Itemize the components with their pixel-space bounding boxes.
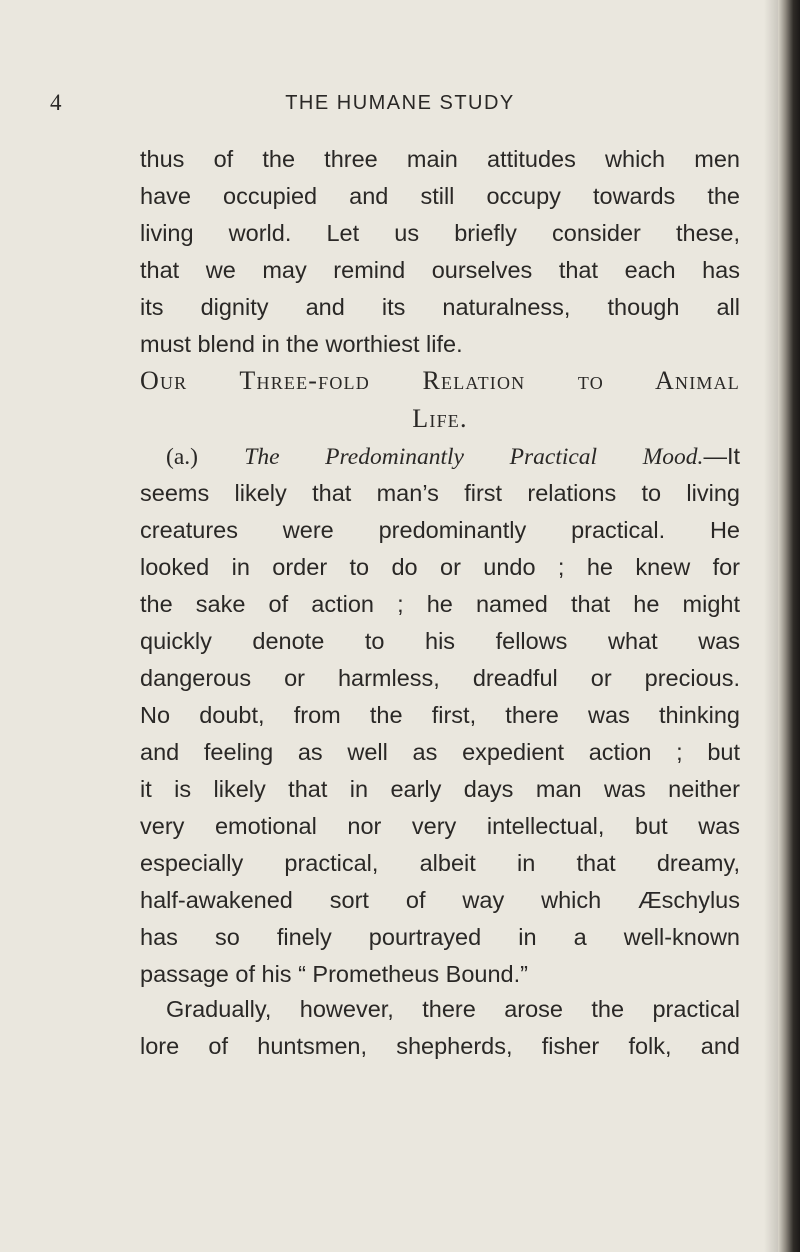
- text-line: thus of the three main attitudes which men: [140, 146, 740, 172]
- text-line-fragment: —It: [703, 443, 740, 469]
- running-title: THE HUMANE STUDY: [285, 92, 515, 114]
- section-heading-line-1: Our Three-fold Relation to Animal: [140, 366, 740, 395]
- text-line: Gradually, however, there arose the practical: [166, 996, 740, 1022]
- text-line: has so finely pourtrayed in a well-known: [140, 924, 740, 950]
- text-line: it is likely that in early days man was neither: [140, 776, 740, 802]
- subsection-label: (a.): [166, 444, 198, 470]
- text-line: seems likely that man’s first relations to living: [140, 480, 740, 506]
- text-line: very emotional nor very intellectual, but was: [140, 813, 740, 839]
- paragraph-1: [140, 141, 740, 363]
- text-line: half-awakened sort of way which Æschylus: [140, 887, 740, 913]
- section-heading: [140, 362, 740, 438]
- page-header: [50, 88, 750, 120]
- text-line: living world. Let us briefly consider these,: [140, 220, 740, 246]
- text-line: have occupied and still occupy towards the: [140, 183, 740, 209]
- text-line: dangerous or harmless, dreadful or precious.: [140, 665, 740, 691]
- page-number: 4: [50, 90, 62, 115]
- text-line: especially practical, albeit in that dreamy,: [140, 850, 740, 876]
- paragraph-3: [140, 991, 740, 1065]
- text-line: creatures were predominantly practical. He: [140, 517, 740, 543]
- subsection-title: The Predominantly Practical Mood.: [244, 444, 704, 470]
- page-gutter-shadow: [764, 0, 778, 1252]
- text-line: quickly denote to his fellows what was: [140, 628, 740, 654]
- paragraph-2: [140, 438, 740, 993]
- text-line: No doubt, from the first, there was thinking: [140, 702, 740, 728]
- text-line: and feeling as well as expedient action ; but: [140, 739, 740, 765]
- section-heading-line-2: Life.: [412, 404, 468, 433]
- text-line: that we may remind ourselves that each has: [140, 257, 740, 283]
- text-line: looked in order to do or undo ; he knew for: [140, 554, 740, 580]
- text-line: lore of huntsmen, shepherds, fisher folk, and: [140, 1033, 740, 1059]
- subsection-heading-line: [140, 438, 740, 475]
- text-line: passage of his “ Prometheus Bound.”: [140, 961, 528, 987]
- text-line: must blend in the worthiest life.: [140, 331, 463, 357]
- text-line: the sake of action ; he named that he might: [140, 591, 740, 617]
- page-edge: [778, 0, 800, 1252]
- text-line: its dignity and its naturalness, though all: [140, 294, 740, 320]
